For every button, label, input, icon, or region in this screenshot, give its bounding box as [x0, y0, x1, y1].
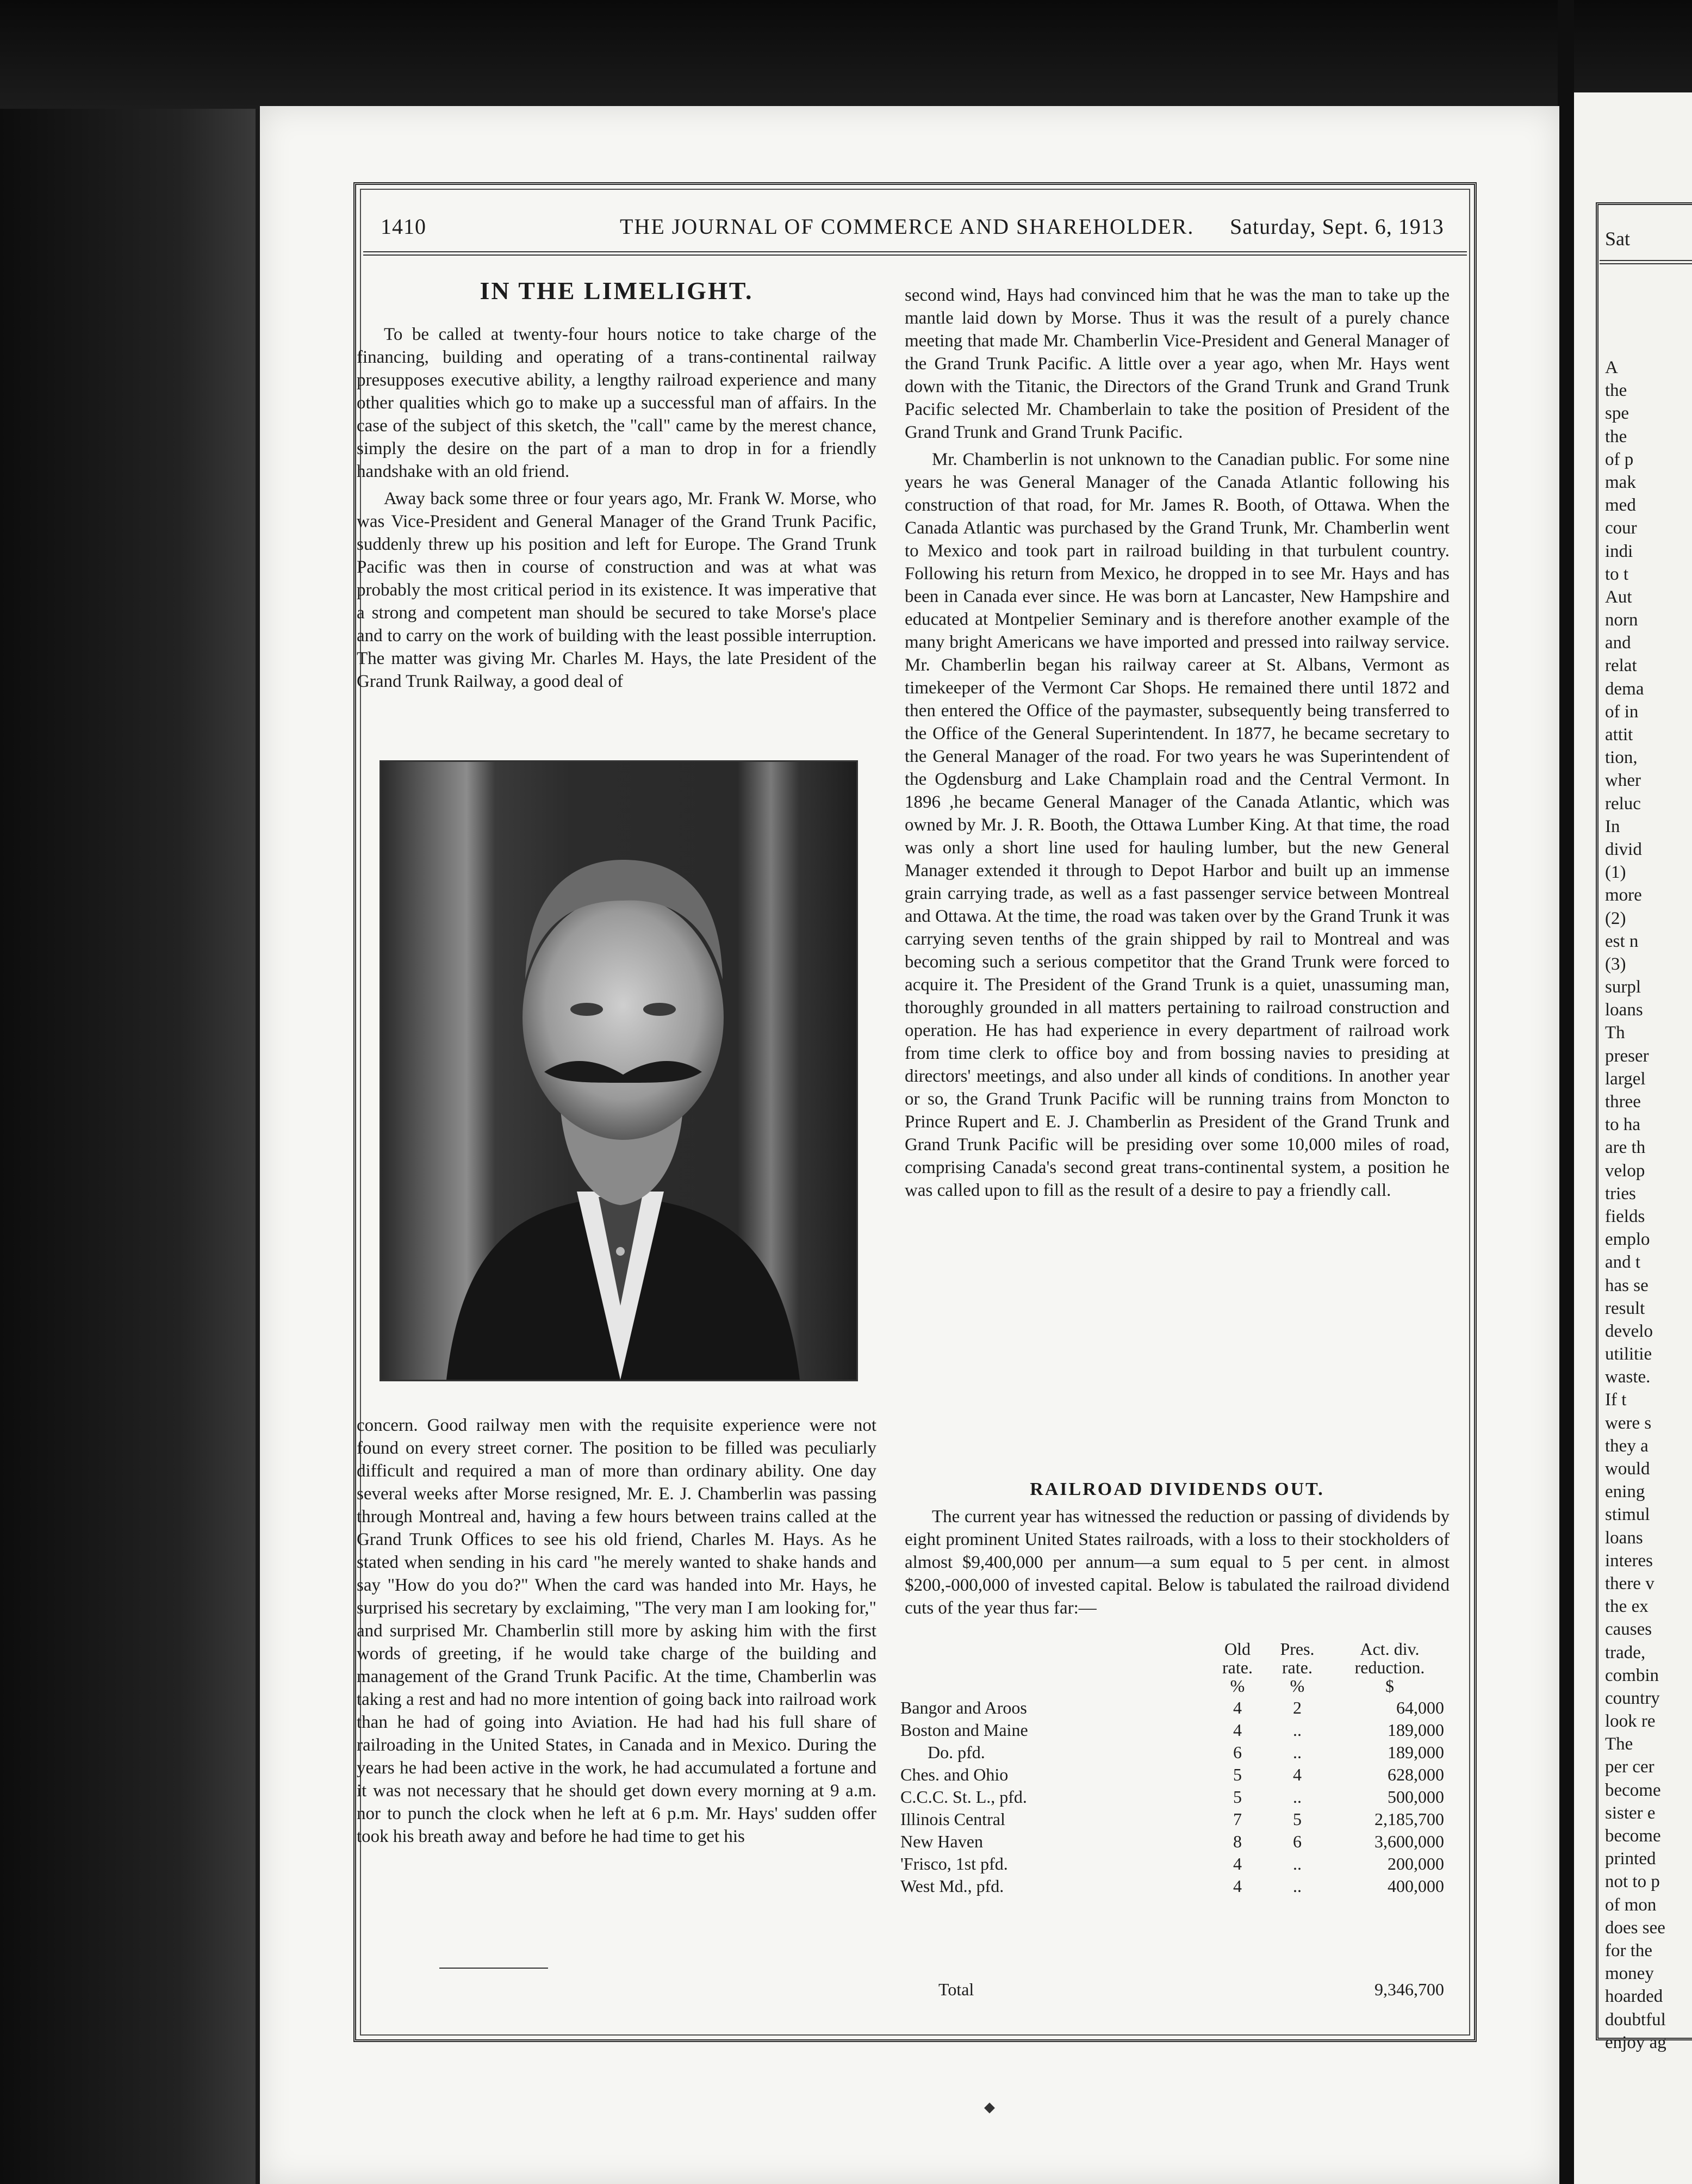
article-headline: IN THE LIMELIGHT. [480, 277, 754, 305]
publication-title: THE JOURNAL OF COMMERCE AND SHAREHOLDER. [620, 214, 1195, 239]
adjacent-page-line: divid [1605, 839, 1642, 859]
table-row: Ches. and Ohio 5 4 628,000 [900, 1765, 1444, 1784]
adjacent-page-line: the ex [1605, 1597, 1649, 1617]
adjacent-page-line: dema [1605, 679, 1644, 699]
dividends-intro [905, 1505, 1450, 1620]
adjacent-page-line: and [1605, 633, 1631, 653]
adjacent-page-line: more [1605, 885, 1642, 905]
adjacent-page-line: stimul [1605, 1505, 1650, 1525]
adjacent-page-line: the [1605, 381, 1627, 401]
column-header-old-rate: Old rate. % [1222, 1639, 1253, 1696]
adjacent-page-line: surpl [1605, 977, 1641, 997]
adjacent-page-line: three [1605, 1092, 1641, 1112]
portrait-photo [380, 760, 858, 1381]
adjacent-page-line: country [1605, 1688, 1660, 1708]
adjacent-page-line: and t [1605, 1252, 1641, 1273]
adjacent-page-line: combin [1605, 1665, 1659, 1685]
adjacent-page-line: has se [1605, 1275, 1649, 1295]
adjacent-page-line: per cer [1605, 1757, 1654, 1777]
total-value: 9,346,700 [1374, 1980, 1444, 1999]
right-column [905, 284, 1450, 1202]
adjacent-page-line: interes [1605, 1550, 1653, 1571]
adjacent-page-line: relat [1605, 656, 1637, 676]
left-column-top [357, 323, 876, 693]
total-row [900, 1980, 1451, 2002]
page-gutter [1558, 0, 1574, 2184]
adjacent-page-line: the [1605, 426, 1627, 446]
adjacent-page-line: A [1605, 358, 1618, 377]
adjacent-page-line: attit [1605, 725, 1633, 744]
adjacent-page-line: med [1605, 495, 1636, 516]
table-row: 'Frisco, 1st pfd. 4 .. 200,000 [900, 1854, 1444, 1873]
header-rule [363, 251, 1467, 256]
adjacent-page-line: ening [1605, 1482, 1645, 1502]
adjacent-page-text [1605, 356, 1692, 2054]
adjacent-page-line: were s [1605, 1413, 1652, 1433]
table-row: C.C.C. St. L., pfd. 5 .. 500,000 [900, 1787, 1444, 1807]
adjacent-page-line: waste. [1605, 1367, 1651, 1387]
adjacent-page-line: of in [1605, 702, 1639, 722]
adjacent-page-line: indi [1605, 541, 1633, 561]
adjacent-page-line: est n [1605, 931, 1639, 951]
adjacent-page-line: of mon [1605, 1895, 1657, 1915]
adjacent-page-line: In [1605, 816, 1620, 836]
left-column-bottom [357, 1414, 876, 1848]
adjacent-page-line: preser [1605, 1046, 1649, 1066]
adjacent-page-line: norn [1605, 610, 1638, 630]
adjacent-page-line: Th [1605, 1023, 1625, 1043]
adjacent-page-line: are th [1605, 1138, 1646, 1158]
adjacent-page-line: utilitie [1605, 1344, 1652, 1364]
adjacent-page-date: Sat [1605, 228, 1631, 250]
adjacent-page-line: Aut [1605, 587, 1632, 607]
adjacent-page-line: loans [1605, 1528, 1643, 1548]
adjacent-page-line: to ha [1605, 1115, 1641, 1135]
adjacent-page-line: (2) [1605, 908, 1626, 928]
adjacent-page-line: mak [1605, 472, 1636, 492]
dividends-heading: RAILROAD DIVIDENDS OUT. [1030, 1479, 1324, 1499]
table-row: Do. pfd. 6 .. 189,000 [928, 1742, 1444, 1762]
adjacent-page-line: fields [1605, 1206, 1645, 1226]
adjacent-page-line: develo [1605, 1321, 1653, 1341]
adjacent-page-line: does see [1605, 1918, 1665, 1938]
adjacent-page-line: cour [1605, 518, 1637, 538]
adjacent-page-line: velop [1605, 1161, 1645, 1181]
adjacent-page-line: causes [1605, 1620, 1652, 1640]
adjacent-page-line: money [1605, 1964, 1654, 1984]
adjacent-page-line: reluc [1605, 793, 1641, 814]
column-header-present-rate: Pres. rate. % [1280, 1639, 1315, 1696]
article-paragraph: To be called at twenty-four hours notice to take charge of the financing, building and operating of a trans-continental railway presupposes executive ability, a lengthy railroad experience and many other qualities which go to make up a successful man of affairs. In the case of the subject of this sketch, the "call" came by the merest chance, simply the desire on the part of a man to drop in for a friendly handshake with an old friend. [357, 325, 876, 481]
adjacent-page-line: of p [1605, 449, 1634, 469]
adjacent-page-line: wher [1605, 771, 1641, 791]
adjacent-page-line: tion, [1605, 748, 1638, 768]
table-row: Illinois Central 7 5 2,185,700 [900, 1809, 1444, 1829]
scanner-background-left [0, 0, 256, 2184]
scanner-background-top [0, 0, 1692, 109]
adjacent-page-line: (1) [1605, 863, 1626, 883]
article-paragraph: concern. Good railway men with the requisite experience were not found on every street corner. The position to be filled was peculiarly difficult and required a man of more than ordinary ability. One day several weeks after Morse resigned, Mr. E. J. Chamberlin was passing through Montreal and, having a few hours between trains called at the Grand Trunk Offices to see his old friend, Charles M. Hays. As he stated when sending in his card "he merely wanted to shake hands and say "How do you do?" When the card was handed into Mr. Hays, he surprised his secretary by exclaiming, "The very man I am looking for," and surprised Mr. Chamberlin still more by asking him with the first words of greeting, if he would take charge of the building and management of the Grand Trunk Pacific. At the time, Chamberlin was taking a rest and had no more intention of going back into railroad work than he had of going into Aviation. He had had his full share of railroading in the United States, in Canada and in Mexico. During the years he had been active in the work, he had accumulated a fortune and it was not necessary that he should get down every morning at 9 a.m. nor to punch the clock when he left at 6 p.m. Mr. Hays' sudden offer took his breath away and before he had time to get his [357, 1416, 876, 1846]
table-row: New Haven 8 6 3,600,000 [900, 1832, 1444, 1851]
table-row: West Md., pfd. 4 .. 400,000 [900, 1876, 1444, 1896]
adjacent-page-line: The [1605, 1734, 1633, 1754]
adjacent-page-line: result [1605, 1298, 1645, 1318]
adjacent-page-line: spe [1605, 404, 1629, 424]
adjacent-page-line: largel [1605, 1069, 1646, 1089]
ornament-dot-icon: ◆ [984, 2099, 995, 2115]
page-number: 1410 [381, 214, 426, 239]
total-rule [439, 1968, 548, 1969]
dividends-rows [900, 1697, 1451, 1897]
adjacent-page-line: there v [1605, 1573, 1654, 1593]
table-row: Boston and Maine 4 .. 189,000 [900, 1720, 1444, 1740]
adjacent-page-line: (3) [1605, 954, 1626, 974]
adjacent-page-line: tries [1605, 1183, 1636, 1203]
adjacent-page-line: not to p [1605, 1872, 1660, 1892]
adjacent-page-line: look re [1605, 1711, 1656, 1732]
adjacent-page-line: trade, [1605, 1642, 1646, 1662]
adjacent-page-line: printed [1605, 1849, 1656, 1869]
adjacent-page-line: hoarded [1605, 1987, 1663, 2007]
total-label: Total [938, 1980, 974, 1999]
article-paragraph: Away back some three or four years ago, Mr. Frank W. Morse, who was Vice-President and General Manager of the Grand Trunk Pacific, suddenly threw up his position and left for Europe. The Grand Trunk Pacific was then in course of construction and was at what was probably the most critical period in its existence. It was imperative that a strong and competent man should be secured to take Morse's place and to carry on the work of building with the least possible interruption. The matter was giving Mr. Charles M. Hays, the late President of the Grand Trunk Railway, a good deal of [357, 489, 876, 691]
adjacent-page-line: emplo [1605, 1230, 1650, 1250]
adjacent-page-line: to t [1605, 564, 1629, 584]
adjacent-page-line: become [1605, 1780, 1661, 1800]
article-paragraph: second wind, Hays had convinced him that he was the man to take up the mantle laid down by Morse. Thus it was the result of a purely chance meeting that made Mr. Chamberlin Vice-President and General Manager of the Grand Trunk Pacific. A little over a year ago, when Mr. Hays went down with the Titanic, the Directors of the Grand Trunk and Grand Trunk Pacific selected Mr. Chamberlain to take the position of President of the Grand Trunk and Grand Trunk Pacific. [905, 286, 1450, 442]
adjacent-page-line: If t [1605, 1390, 1627, 1410]
adjacent-page-line: doubtful [1605, 2009, 1666, 2030]
article-paragraph: Mr. Chamberlin is not unknown to the Canadian public. For some nine years he was General Manager of the Canada Atlantic following his construction of that road, for Mr. James R. Booth, of Ottawa. When the Canada Atlantic was purchased by the Grand Trunk, Mr. Chamberlin went to Mexico and took part in railroad building in that turbulent country. Following his return from Mexico, he dropped in to see Mr. Hays and has been in Canada ever since. He was born at Lancaster, New Hampshire and educated at Montpelier Seminary and is therefore another example of the many bright Americans we have imported and pressed into railway service. Mr. Chamberlin began his railway career at St. Albans, Vermont as timekeeper of the Vermont Car Shops. He remained there until 1872 and then entered the Office of the paymaster, subsequently being transferred to the Office of the General Superintendent. In 1877, he became secretary to the General Manager of the road. For two years he was Superintendent of the Ogdensburg and Lake Champlain road and the Central Vermont. In 1896 ,he became General Manager of the Canada Atlantic, which was owned by Mr. J. R. Booth, the Ottawa Lumber King. At that time, the road was only a short line used for hauling lumber, but the new General Manager extended it through to Depot Harbor and built up an immense grain carrying trade, as well as a fast passenger service between Montreal and Ottawa. At the time, the road was taken over by the Grand Trunk it was carrying seven tenths of the grain shipped by rail to Montreal and was becoming such a serious competitor that the Grand Trunk were forced to acquire it. The President of the Grand Trunk is a quiet, unassuming man, thoroughly grounded in all matters pertaining to railroad construction and operation. He has had experience in every department of railroad work from time clerk to office boy and from bossing navies to presiding at directors' meetings, and also under all kinds of conditions. In another year or so, the Grand Trunk Pacific will be running trains from Moncton to Prince Rupert and E. J. Chamberlin as President of the Grand Trunk and Grand Trunk Pacific will be presiding over some 10,000 miles of road, comprising Canada's second great trans-continental system, a position he was called upon to fill as the result of a desire to pay a friendly call. [905, 450, 1450, 1200]
adjacent-page-line: sister e [1605, 1803, 1656, 1823]
adjacent-page-line: loans [1605, 1000, 1643, 1020]
table-row: Bangor and Aroos 4 2 64,000 [900, 1698, 1444, 1717]
adjacent-page-line: would [1605, 1459, 1650, 1479]
adjacent-page-line: become [1605, 1826, 1661, 1846]
dividends-intro-text: The current year has witnessed the reduction or passing of dividends by eight prominent United States railroads, with a loss to their stockholders of almost $9,400,000 per annum—a sum equal to 5 per cent. in almost $200,-000,000 of invested capital. Below is tabulated the railroad dividend cuts of the year thus far:— [905, 1507, 1450, 1618]
portrait-illustration [381, 762, 856, 1380]
column-header-reduction: Act. div. reduction. $ [1354, 1639, 1425, 1696]
adjacent-page-line: enjoy ag [1605, 2032, 1666, 2052]
adjacent-page-line: for the [1605, 1940, 1653, 1960]
adjacent-page-line: they a [1605, 1436, 1649, 1456]
adjacent-page-header-rule [1600, 260, 1692, 264]
issue-date: Saturday, Sept. 6, 1913 [1230, 214, 1444, 239]
